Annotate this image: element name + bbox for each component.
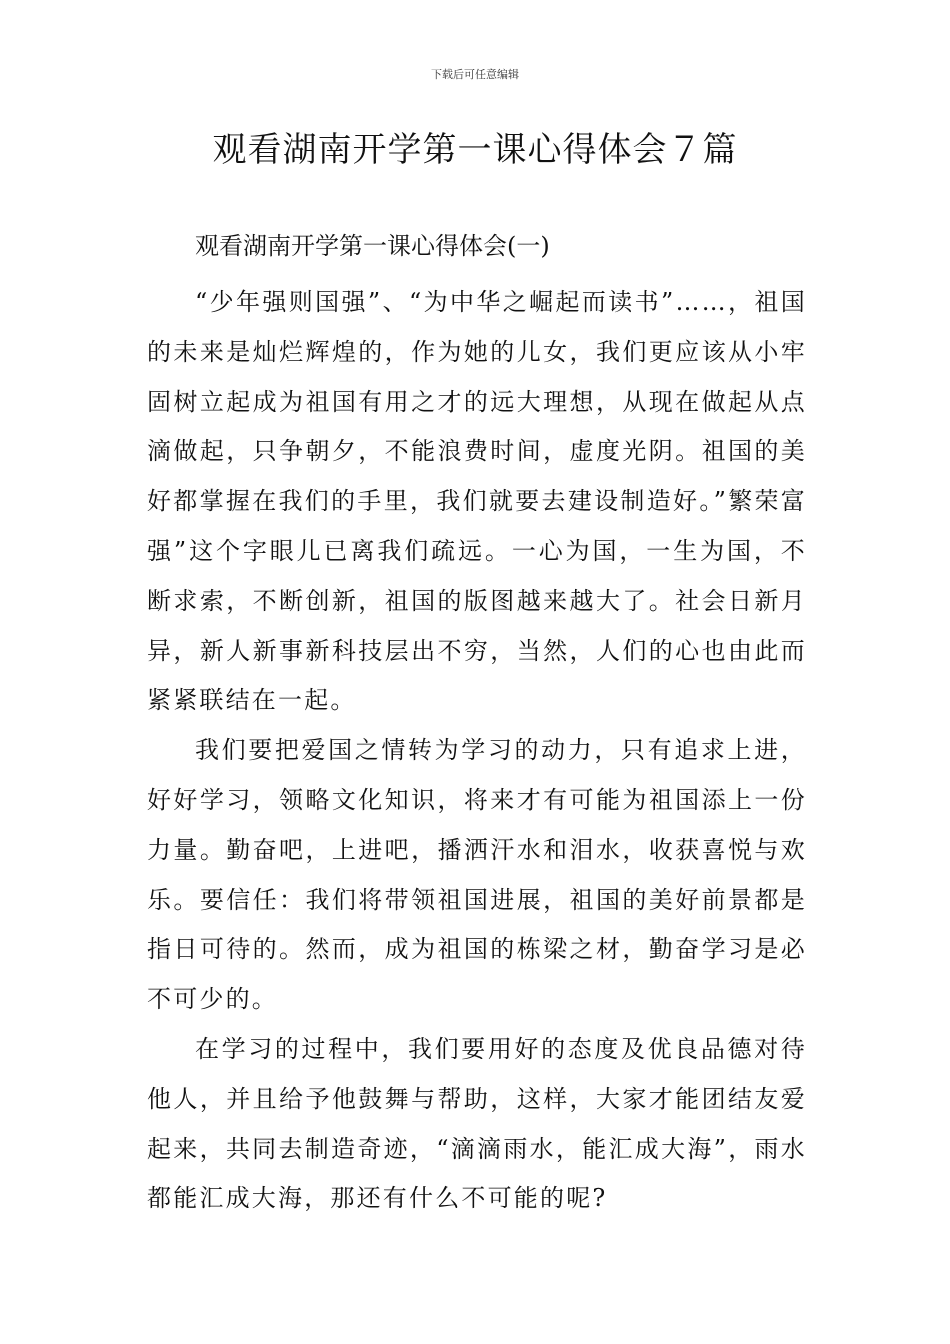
document-body bbox=[147, 278, 807, 1224]
section-subtitle: 观看湖南开学第一课心得体会(一) bbox=[195, 232, 550, 260]
paragraph: “少年强则国强”、“为中华之崛起而读书”……，祖国的未来是灿烂辉煌的，作为她的儿女，我们更应该从小牢固树立起成为祖国有用之才的远大理想，从现在做起从点滴做起，只争朝夕，不能浪费时间，虚度光阴。祖国的美好都掌握在我们的手里，我们就要去建设制造好。”繁荣富强”这个字眼儿已离我们疏远。一心为国，一生为国，不断求索，不断创新，祖国的版图越来越大了。社会日新月异，新人新事新科技层出不穷，当然，人们的心也由此而紧紧联结在一起。 bbox=[147, 288, 807, 715]
document-title: 观看湖南开学第一课心得体会７篇 bbox=[212, 130, 738, 170]
paragraph: 在学习的过程中，我们要用好的态度及优良品德对待他人，并且给予他鼓舞与帮助，这样，大家才能团结友爱起来，共同去制造奇迹，“滴滴雨水，能汇成大海”，雨水都能汇成大海，那还有什么不可能的呢? bbox=[147, 1034, 807, 1213]
header-note: 下载后可任意编辑 bbox=[431, 68, 519, 81]
paragraph: 我们要把爱国之情转为学习的动力，只有追求上进，好好学习，领略文化知识，将来才有可能为祖国添上一份力量。勤奋吧，上进吧，播洒汗水和泪水，收获喜悦与欢乐。要信任：我们将带领祖国进展，祖国的美好前景都是指日可待的。然而，成为祖国的栋梁之材，勤奋学习是必不可少的。 bbox=[147, 736, 807, 1014]
